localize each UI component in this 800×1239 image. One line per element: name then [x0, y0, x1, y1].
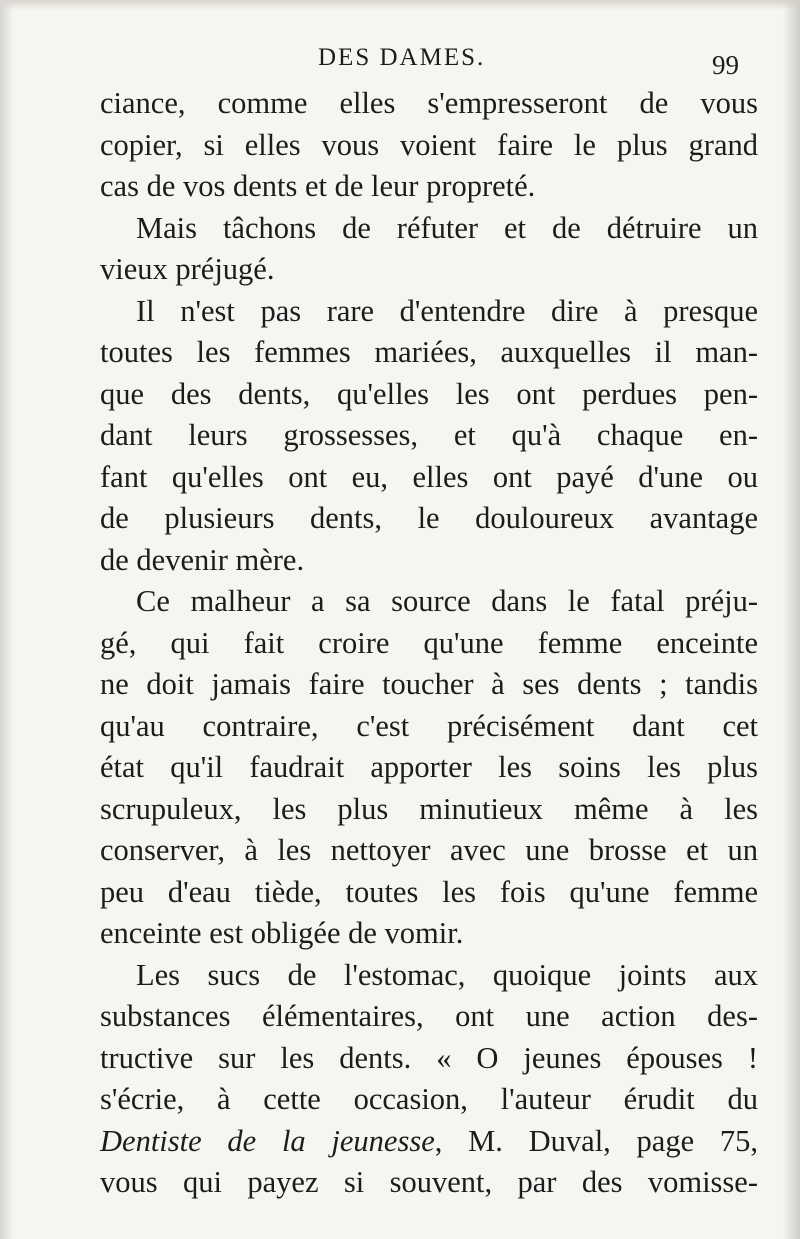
text-line: gé, qui fait croire qu'une femme enceinte	[100, 625, 758, 660]
text-line: copier, si elles vous voient faire le plus grand	[100, 127, 758, 162]
text-line: de plusieurs dents, le douloureux avantage	[100, 501, 758, 535]
page-number: 99	[712, 50, 739, 80]
running-head: DES DAMES.	[318, 44, 486, 71]
book-title-italic: Dentiste de la jeunesse	[100, 1123, 435, 1158]
text-line: vous qui payez si souvent, par des vomisse-	[100, 1165, 758, 1199]
text-line: vieux préjugé.	[100, 252, 275, 286]
text-line: s'écrie, à cette occasion, l'auteur érudit du	[100, 1082, 758, 1116]
text-line: toutes les femmes mariées, auxquelles il man-	[100, 335, 758, 369]
page-gutter-shadow	[0, 0, 14, 1239]
text-line: peu d'eau tiède, toutes les fois qu'une femme	[100, 874, 758, 909]
text-line: ciance, comme elles s'empresseront de vous	[100, 86, 758, 120]
text-line: fant qu'elles ont eu, elles ont payé d'une ou	[100, 459, 758, 494]
text-line: conserver, à les nettoyer avec une brosse et un	[100, 833, 758, 867]
text-line: Il n'est pas rare d'entendre dire à presque	[136, 293, 758, 328]
text-line: enceinte est obligée de vomir.	[100, 916, 464, 950]
text-line: substances élémentaires, ont une action des-	[100, 999, 758, 1033]
text-line: scrupuleux, les plus minutieux même à les	[100, 791, 758, 826]
text-line: dant leurs grossesses, et qu'à chaque en-	[100, 418, 758, 452]
page-top-shadow	[0, 0, 800, 10]
text-line: de devenir mère.	[100, 542, 305, 577]
body-text	[100, 83, 758, 1204]
text-line: Mais tâchons de réfuter et de détruire un	[136, 210, 758, 245]
text-line: Les sucs de l'estomac, quoique joints aux	[136, 957, 758, 992]
text-line: qu'au contraire, c'est précisément dant cet	[100, 708, 758, 743]
text-line: état qu'il faudrait apporter les soins les plus	[100, 750, 758, 784]
text-line: tructive sur les dents. « O jeunes épouses !	[100, 1040, 758, 1075]
page-edge-shadow	[782, 0, 800, 1239]
text-line: ne doit jamais faire toucher à ses dents ; tandis	[100, 667, 758, 701]
text-line: cas de vos dents et de leur propreté.	[100, 169, 536, 203]
text-line: Ce malheur a sa source dans le fatal préju-	[136, 584, 758, 618]
text-line: Dentiste de la jeunesse, M. Duval, page 75,	[100, 1123, 758, 1158]
text-line: que des dents, qu'elles les ont perdues pen-	[100, 376, 758, 411]
